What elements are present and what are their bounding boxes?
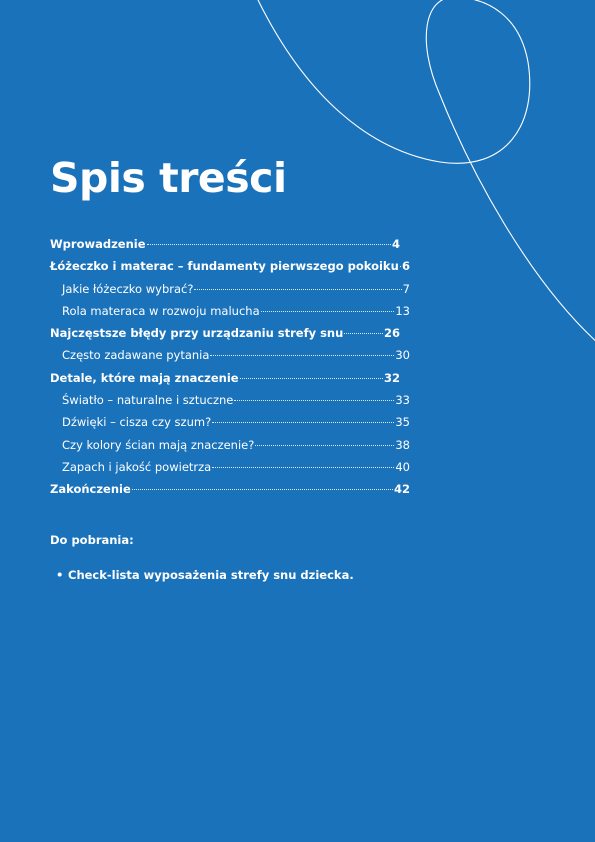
toc-dot-leader (344, 333, 383, 334)
toc-entry-page-number: 38 (395, 437, 410, 452)
toc-entry[interactable] (50, 434, 410, 456)
toc-entry-label: Zapach i jakość powietrza (62, 459, 212, 474)
toc-entry[interactable] (50, 344, 410, 366)
toc-entry-label: Zakończenie (50, 482, 131, 497)
toc-entry-label: Wprowadzenie (50, 237, 146, 251)
toc-entry-page-number: 4 (391, 237, 400, 251)
toc-dot-leader (210, 355, 394, 356)
toc-entry-page-number: 30 (395, 348, 410, 363)
bullet-icon: • (56, 568, 64, 582)
table-of-contents (50, 233, 410, 501)
toc-entry[interactable] (50, 255, 410, 277)
downloads-heading: Do pobrania: (50, 533, 134, 547)
download-item-label: Check-lista wyposażenia strefy snu dziecka. (68, 568, 354, 582)
toc-dot-leader (240, 378, 383, 379)
toc-entry[interactable] (50, 456, 410, 478)
toc-dot-leader (194, 289, 401, 290)
toc-entry-page-number: 6 (401, 259, 410, 274)
toc-dot-leader (255, 445, 394, 446)
toc-entry[interactable] (50, 322, 400, 344)
toc-entry-page-number: 35 (395, 415, 410, 430)
downloads-list (56, 567, 354, 583)
toc-entry-page-number: 40 (395, 459, 410, 474)
toc-entry-label: Dźwięki – cisza czy szum? (62, 415, 212, 430)
toc-entry[interactable] (50, 411, 410, 433)
toc-entry-label: Światło – naturalne i sztuczne (62, 393, 234, 408)
toc-entry-label: Czy kolory ścian mają znaczenie? (62, 437, 255, 452)
toc-entry-label: Łóżeczko i materac – fundamenty pierwszego pokoiku (50, 259, 399, 274)
toc-entry-page-number: 26 (383, 326, 400, 341)
toc-dot-leader (212, 467, 394, 468)
toc-entry[interactable] (50, 300, 410, 322)
toc-dot-leader (400, 266, 401, 267)
toc-entry-page-number: 33 (395, 393, 410, 408)
toc-dot-leader (132, 489, 393, 490)
toc-entry-page-number: 13 (395, 303, 410, 318)
page-title: Spis treści (50, 154, 287, 202)
toc-entry[interactable] (50, 478, 410, 500)
toc-entry-label: Często zadawane pytania (62, 348, 210, 363)
toc-entry[interactable] (50, 233, 400, 255)
toc-dot-leader (212, 422, 394, 423)
toc-entry-label: Najczęstsze błędy przy urządzaniu strefy snu (50, 326, 344, 341)
toc-entry-page-number: 32 (383, 370, 400, 385)
toc-entry-page-number: 7 (402, 281, 410, 296)
toc-entry-label: Rola materaca w rozwoju malucha (62, 303, 260, 318)
toc-entry-label: Detale, które mają znaczenie (50, 370, 239, 385)
toc-entry[interactable] (50, 389, 410, 411)
download-item (56, 567, 354, 583)
toc-dot-leader (234, 400, 394, 401)
toc-entry[interactable] (50, 367, 400, 389)
toc-entry[interactable] (50, 278, 410, 300)
toc-dot-leader (147, 244, 391, 245)
toc-entry-page-number: 42 (393, 482, 410, 497)
toc-entry-label: Jakie łóżeczko wybrać? (62, 281, 194, 296)
toc-dot-leader (261, 311, 395, 312)
